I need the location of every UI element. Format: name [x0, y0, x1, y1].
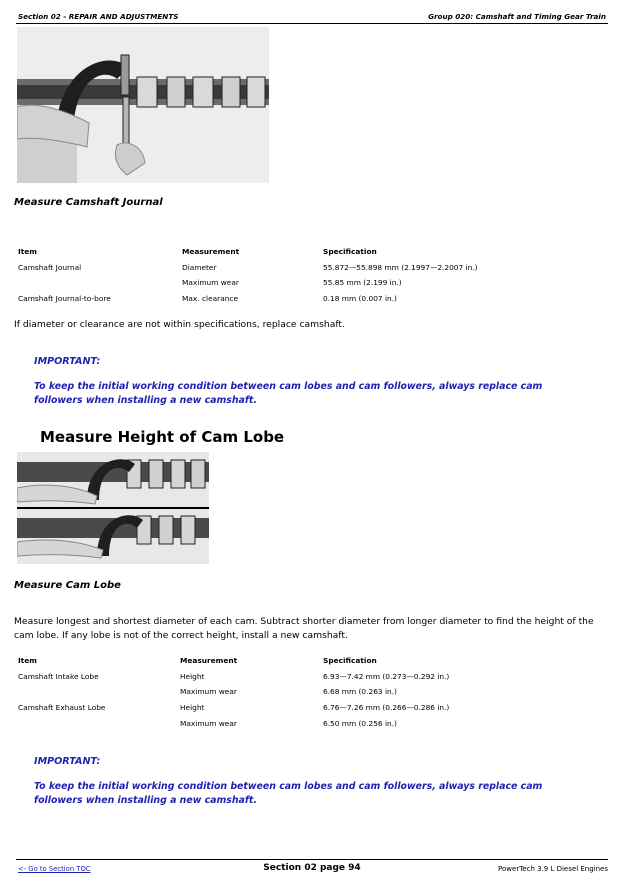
table-cell-measurement: Max. clearance — [182, 294, 239, 303]
footer-divider — [16, 859, 608, 860]
page-header — [16, 10, 608, 24]
column-header-specification: Specification — [323, 656, 377, 665]
cam-lobe-photo — [17, 452, 209, 564]
section-toc-link[interactable]: <- Go to Section TOC — [18, 865, 91, 873]
column-header-item: Item — [18, 247, 37, 256]
table-cell-measurement: Maximum wear — [180, 719, 237, 728]
section-label: Section 02 - REPAIR AND ADJUSTMENTS — [18, 12, 179, 21]
table-cell-spec: 6.76—7.26 mm (0.266—0.286 in.) — [323, 703, 450, 712]
table-cell-spec: 55.872—55.898 mm (2.1997—2.2007 in.) — [323, 263, 478, 272]
table-cell-spec: 0.18 mm (0.007 in.) — [323, 294, 397, 303]
cam-lobe-caption: Measure Cam Lobe — [14, 580, 121, 591]
table-cell-measurement: Diameter — [182, 263, 217, 272]
group-label: Group 020: Camshaft and Timing Gear Train — [428, 12, 606, 21]
important-text: To keep the initial working condition between cam lobes and cam followers, always replace cam followers when installing a new camshaft. — [34, 781, 543, 806]
table-cell-measurement: Height — [180, 672, 205, 681]
important-title: IMPORTANT: — [34, 756, 101, 767]
engine-label: PowerTech 3.9 L Diesel Engines — [498, 865, 608, 873]
column-header-specification: Specification — [323, 247, 377, 256]
cam-lobe-illustration — [17, 452, 209, 564]
table-cell-spec: 6.50 mm (0.256 in.) — [323, 719, 397, 728]
column-header-item: Item — [18, 656, 37, 665]
table-cell-spec: 6.93—7.42 mm (0.273—0.292 in.) — [323, 672, 450, 681]
page-footer — [16, 863, 608, 877]
section-heading: Measure Height of Cam Lobe — [40, 428, 285, 446]
table-cell-measurement: Maximum wear — [180, 687, 237, 696]
cam-lobe-spec-table — [18, 656, 578, 732]
header-divider — [16, 23, 608, 24]
cam-lobe-paragraph: Measure longest and shortest diameter of each cam. Subtract shorter diameter from longer diameter to find the height of the cam lobe. If any lobe is not of the correct height, install a new camshaft. — [14, 616, 594, 641]
journal-note: If diameter or clearance are not within specifications, replace camshaft. — [14, 319, 345, 330]
table-cell-spec: 55.85 mm (2.199 in.) — [323, 278, 402, 287]
table-cell-measurement: Maximum wear — [182, 278, 239, 287]
table-cell-item: Camshaft Intake Lobe — [18, 672, 99, 681]
table-cell-measurement: Height — [180, 703, 205, 712]
column-header-measurement: Measurement — [182, 247, 240, 256]
journal-spec-table — [18, 247, 578, 307]
important-title: IMPORTANT: — [34, 356, 101, 367]
important-text: To keep the initial working condition between cam lobes and cam followers, always replace cam followers when installing a new camshaft. — [34, 381, 543, 406]
camshaft-journal-photo — [17, 27, 269, 183]
table-cell-item: Camshaft Exhaust Lobe — [18, 703, 106, 712]
table-cell-item: Camshaft Journal — [18, 263, 82, 272]
table-cell-item: Camshaft Journal-to-bore — [18, 294, 111, 303]
page-number: Section 02 page 94 — [263, 863, 361, 873]
column-header-measurement: Measurement — [180, 656, 238, 665]
table-cell-spec: 6.68 mm (0.263 in.) — [323, 687, 397, 696]
journal-caption: Measure Camshaft Journal — [14, 197, 163, 208]
micrometer-illustration — [17, 27, 269, 183]
